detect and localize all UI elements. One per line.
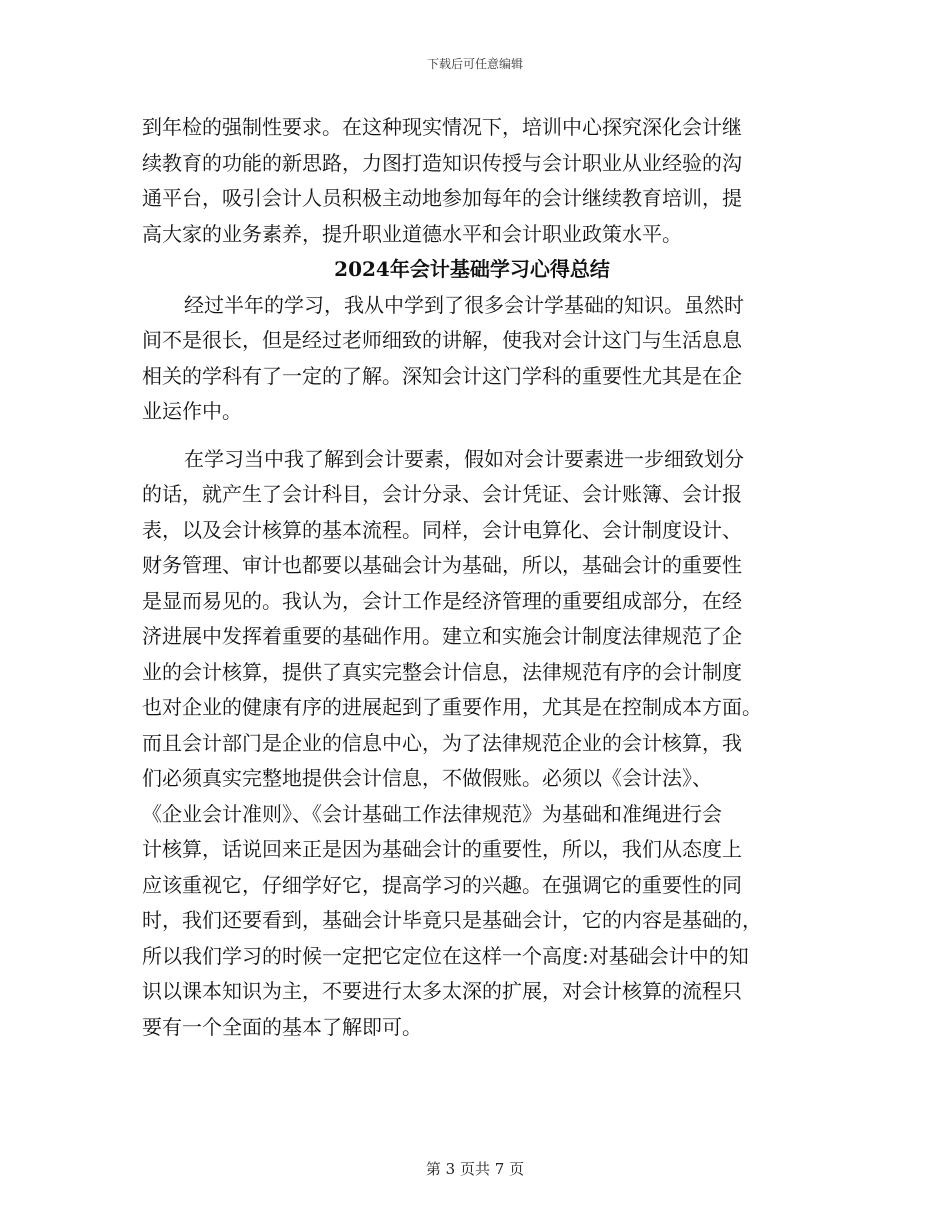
paragraph-spacer — [142, 430, 802, 442]
text-line: 们必须真实完整地提供会计信息，不做假账。必须以《会计法》、 — [142, 766, 712, 790]
text-line: 间不是很长，但是经过老师细致的讲解，使我对会计这门与生活息息 — [142, 328, 742, 352]
text-line: 经过半年的学习，我从中学到了很多会计学基础的知识。虽然时 — [184, 292, 744, 317]
text-line: 相关的学科有了一定的了解。深知会计这门学科的重要性尤其是在企 — [142, 363, 742, 388]
text-line: 也对企业的健康有序的进展起到了重要作用，尤其是在控制成本方面。 — [142, 695, 762, 719]
text-line: 续教育的功能的新思路，力图打造知识传授与会计职业从业经验的沟 — [142, 150, 742, 175]
text-line: 高大家的业务素养，提升职业道德水平和会计职业政策水平。 — [142, 221, 682, 246]
text-line: 是显而易见的。我认为，会计工作是经济管理的重要组成部分，在经 — [142, 588, 742, 613]
text-line: 济进展中发挥着重要的基础作用。建立和实施会计制度法律规范了企 — [142, 624, 742, 648]
text-line: 到年检的强制性要求。在这种现实情况下，培训中心探究深化会计继 — [142, 115, 742, 139]
text-line: 财务管理、审计也都要以基础会计为基础，所以，基础会计的重要性 — [142, 553, 742, 577]
text-line: 而且会计部门是企业的信息中心，为了法律规范企业的会计核算，我 — [142, 730, 742, 755]
text-line: 业的会计核算，提供了真实完整会计信息，法律规范有序的会计制度 — [142, 659, 742, 684]
page-number: 第 3 页共 7 页 — [425, 1160, 525, 1178]
text-line: 应该重视它，仔细学好它，提高学习的兴趣。在强调它的重要性的同 — [142, 872, 742, 897]
text-line: 的话，就产生了会计科目，会计分录、会计凭证、会计账簿、会计报 — [142, 482, 742, 506]
page-header: 下载后可任意编辑 — [426, 57, 523, 71]
text-line: 识以课本知识为主，不要进行太多太深的扩展，对会计核算的流程只 — [142, 979, 742, 1003]
text-line: 计核算，话说回来正是因为基础会计的重要性，所以，我们从态度上 — [142, 837, 742, 861]
text-line: 表，以及会计核算的基本流程。同样，会计电算化、会计制度设计、 — [142, 517, 742, 542]
text-line: 业运作中。 — [142, 399, 242, 423]
paragraph-2 — [142, 442, 802, 1046]
intro-paragraph — [142, 110, 802, 252]
text-line: 时，我们还要看到，基础会计毕竟只是基础会计，它的内容是基础的， — [142, 908, 762, 932]
text-line: 在学习当中我了解到会计要素，假如对会计要素进一步细致划分 — [184, 446, 744, 471]
text-line: 要有一个全面的基本了解即可。 — [142, 1014, 422, 1039]
text-line: 《企业会计准则》、《会计基础工作法律规范》为基础和准绳进行会 — [142, 801, 722, 826]
text-line: 通平台，吸引会计人员积极主动地参加每年的会计继续教育培训，提 — [142, 186, 742, 210]
document-body — [142, 110, 802, 1045]
paragraph-1 — [142, 288, 802, 430]
article-title: 2024年会计基础学习心得总结 — [334, 257, 610, 281]
text-line: 所以我们学习的时候一定把它定位在这样一个高度:对基础会计中的知 — [142, 943, 749, 968]
